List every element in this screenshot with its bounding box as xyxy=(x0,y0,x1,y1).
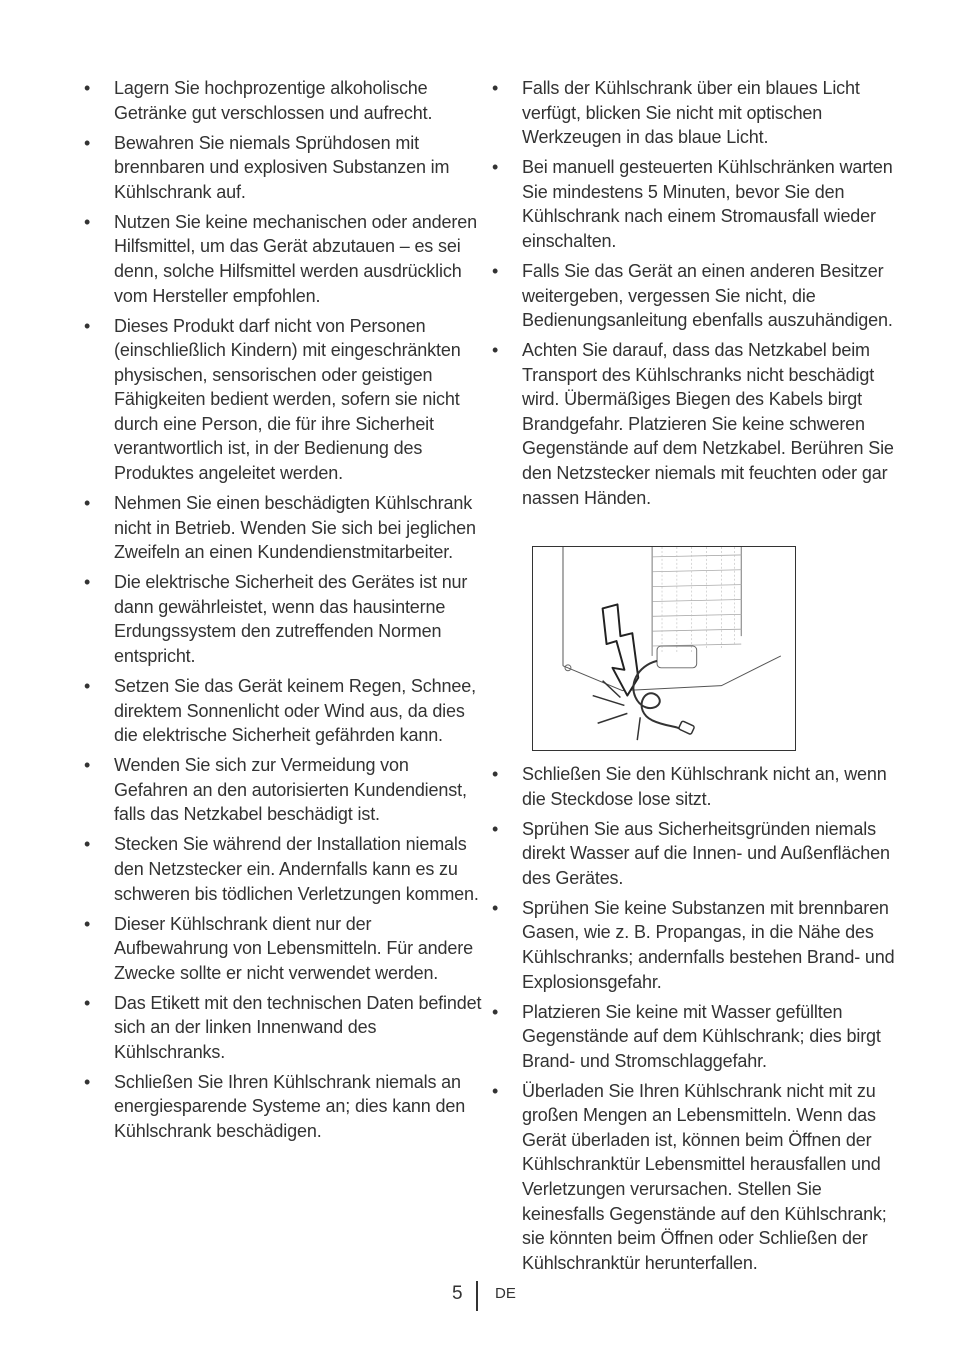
bullet-icon: • xyxy=(492,1001,499,1022)
list-item: • Setzen Sie das Gerät keinem Regen, Schnee, direktem Sonnenlicht oder Wind aus, da dies die elektrische Sicherheit gefährden kann. xyxy=(84,676,476,746)
list-item: • Sprühen Sie keine Substanzen mit brennbaren Gasen, wie z. B. Propangas, in die Nähe des Kühlschranks; andernfalls bestehen Brand- und Explosionsgefahr. xyxy=(492,897,895,992)
bullet-icon: • xyxy=(492,897,499,918)
bullet-icon: • xyxy=(84,572,91,593)
bullet-icon: • xyxy=(84,211,91,232)
bullet-icon: • xyxy=(84,315,91,336)
list-item: • Das Etikett mit den technischen Daten befindet sich an der linken Innenwand des Kühlschranks. xyxy=(84,992,482,1062)
bullet-icon: • xyxy=(492,340,499,361)
bullet-icon: • xyxy=(492,764,499,784)
bullet-icon: • xyxy=(84,676,91,696)
bullet-icon: • xyxy=(84,913,91,934)
list-item: • Lagern Sie hochprozentige alkoholische Getränke gut verschlossen und aufrecht. xyxy=(84,78,433,123)
left-column xyxy=(82,76,484,1149)
page-number: 5 xyxy=(452,1283,463,1304)
list-item: • Falls Sie das Gerät an einen anderen Besitzer weitergeben, vergessen Sie nicht, die Bedienungsanleitung ebenfalls auszuhändigen. xyxy=(492,260,893,331)
bullet-icon: • xyxy=(492,1080,499,1101)
list-item: • Die elektrische Sicherheit des Gerätes ist nur dann gewährleistet, wenn das hausinterne Erdungssystem den zutreffenden Normen entspricht. xyxy=(84,572,468,667)
bullet-icon: • xyxy=(84,755,91,776)
bullet-icon: • xyxy=(84,132,91,153)
bullet-icon: • xyxy=(84,493,91,514)
bullet-icon: • xyxy=(84,992,91,1013)
list-item: • Schließen Sie den Kühlschrank nicht an, wenn die Steckdose lose sitzt. xyxy=(492,764,887,809)
list-item: • Schließen Sie Ihren Kühlschrank niemals an energiesparende Systeme an; dies kann den Kühlschrank beschädigen. xyxy=(84,1071,466,1142)
bullet-icon: • xyxy=(492,157,499,178)
list-item: • Bewahren Sie niemals Sprühdosen mit brennbaren und explosiven Substanzen im Kühlschrank auf. xyxy=(84,132,450,202)
list-item: • Dieses Produkt darf nicht von Personen (einschließlich Kindern) mit eingeschränkten physischen, sensorischen oder geistigen Fähigkeiten bedient werden, sofern sie nicht durch eine Person, die für ihre Sicherheit verantwortlich ist, in der Bedienung des Produktes angeleitet werden. xyxy=(84,315,461,484)
bullet-icon: • xyxy=(492,260,499,281)
bullet-icon: • xyxy=(84,834,91,855)
list-item: • Achten Sie darauf, dass das Netzkabel beim Transport des Kühlschranks nicht beschädigt wird. Übermäßiges Biegen des Kabels birgt Brandgefahr. Platzieren Sie keine schweren Gegenstände auf dem Netzkabel. Berühren Sie den Netzstecker niemals mit feuchten oder gar nassen Händen. xyxy=(492,340,894,508)
list-item: • Überladen Sie Ihren Kühlschrank nicht mit zu großen Mengen an Lebensmitteln. Wenn das Gerät überladen ist, können beim Öffnen der Kühlschranktür Lebensmittel herausfallen und Verletzungen verursachen. Stellen Sie keinesfalls Gegenstände auf den Kühlschrank; sie könnten beim Öffnen oder Schließen der Kühlschranktür herunterfallen. xyxy=(492,1080,887,1273)
list-item: • Sprühen Sie aus Sicherheitsgründen niemals direkt Wasser auf die Innen- und Außenflächen des Gerätes. xyxy=(492,818,890,888)
list-item: • Wenden Sie sich zur Vermeidung von Gefahren an den autorisierten Kundendienst, falls das Netzkabel beschädigt ist. xyxy=(84,755,467,825)
list-item: • Stecken Sie während der Installation niemals den Netzstecker ein. Andernfalls kann es zu schweren bis tödlichen Verletzungen kommen. xyxy=(84,834,479,904)
list-item: • Nutzen Sie keine mechanischen oder anderen Hilfsmittel, um das Gerät abzutauen – es sei denn, solche Hilfsmittel werden ausdrücklich vom Hersteller empfohlen. xyxy=(84,211,477,306)
list-item: • Falls der Kühlschrank über ein blaues Licht verfügt, blicken Sie nicht mit optischen Werkzeugen in das blaue Licht. xyxy=(492,78,860,148)
list-item: • Platzieren Sie keine mit Wasser gefüllten Gegenstände auf dem Kühlschrank; dies birgt Brand- und Stromschlaggefahr. xyxy=(492,1001,881,1071)
bullet-icon: • xyxy=(492,818,499,839)
right-column-bottom xyxy=(490,762,902,1281)
bullet-icon: • xyxy=(84,78,91,98)
language-code: DE xyxy=(495,1285,516,1302)
right-column-top xyxy=(490,76,902,516)
list-item: • Nehmen Sie einen beschädigten Kühlschrank nicht in Betrieb. Wenden Sie sich bei jeglichen Zweifeln an einen Kundendienstmitarbeiter. xyxy=(84,493,476,563)
list-item: • Dieser Kühlschrank dient nur der Aufbewahrung von Lebensmitteln. Für andere Zwecke sollte er nicht verwendet werden. xyxy=(84,913,473,983)
power-cable-lightning-illustration-icon xyxy=(532,546,796,751)
bullet-icon: • xyxy=(492,78,499,98)
list-item: • Bei manuell gesteuerten Kühlschränken warten Sie mindestens 5 Minuten, bevor Sie den Kühlschrank nach einem Stromausfall wieder einschalten. xyxy=(492,157,893,251)
bullet-icon: • xyxy=(84,1071,91,1092)
footer-divider xyxy=(476,1281,478,1311)
